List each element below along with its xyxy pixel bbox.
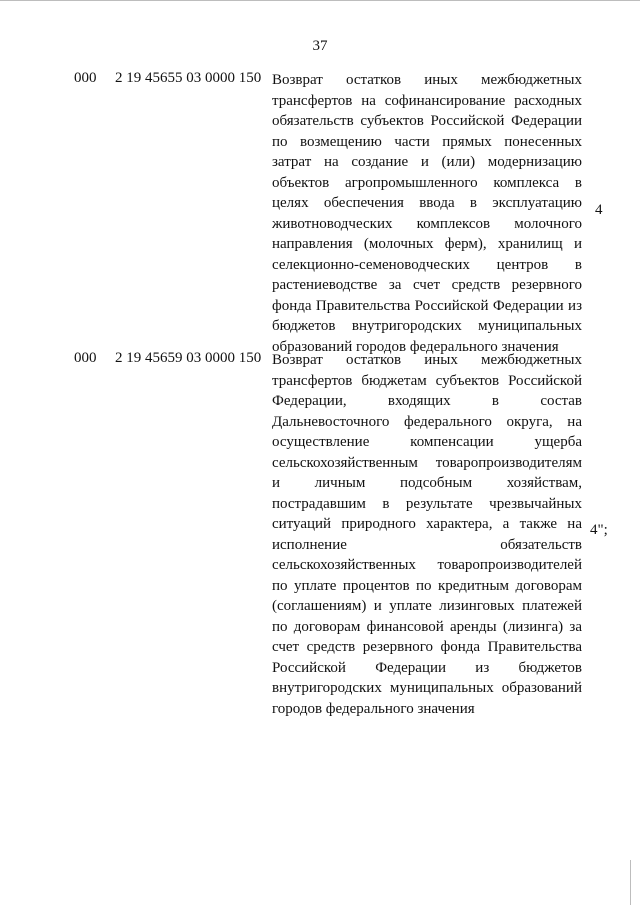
description-line: по возмещению части прямых понесенных xyxy=(272,133,582,150)
description-line: объектов агропромышленного комплекса в xyxy=(272,174,582,191)
budget-classification-code: 2 19 45655 03 0000 150 xyxy=(115,70,262,86)
admin-code: 000 xyxy=(74,350,97,366)
description-line: Возврат остатков иных межбюджетных xyxy=(272,352,582,368)
description-line: бюджетов внутригородских муниципальных xyxy=(272,318,582,334)
scan-edge-top xyxy=(0,0,640,1)
description-line: направления (молочных ферм), хранилищ и xyxy=(272,236,582,252)
description-line: исполнение обязательств xyxy=(272,536,582,553)
description-line: по уплате процентов по кредитным договорам xyxy=(272,577,582,594)
page-number: 37 xyxy=(312,38,328,54)
row-description xyxy=(272,350,582,719)
row-description xyxy=(272,70,582,357)
description-line: фонда Правительства Российской Федерации из xyxy=(272,297,582,314)
description-line: Возврат остатков иных межбюджетных xyxy=(272,72,582,88)
scan-edge-right xyxy=(630,860,631,905)
description-line: внутригородских муниципальных образований xyxy=(272,680,582,696)
description-line: сельскохозяйственным товаропроизводителям xyxy=(272,454,582,471)
description-line: трансфертов на софинансирование расходных xyxy=(272,92,582,109)
description-line: образований городов федерального значения xyxy=(272,338,559,355)
description-line: затрат на создание и (или) модернизацию xyxy=(272,154,582,170)
row-value: 4 xyxy=(595,202,603,218)
description-line: ситуаций природного характера, а также на xyxy=(272,516,582,532)
description-line: Дальневосточного федерального округа, на xyxy=(272,413,582,430)
budget-classification-code: 2 19 45659 03 0000 150 xyxy=(115,350,262,366)
description-line: сельскохозяйственных товаропроизводителей xyxy=(272,557,582,573)
admin-code: 000 xyxy=(74,70,97,86)
description-line: городов федерального значения xyxy=(272,700,475,717)
description-line: животноводческих комплексов молочного xyxy=(272,215,582,232)
description-line: и личным подсобным хозяйствам, xyxy=(272,475,582,491)
description-line: растениеводстве за счет средств резервного xyxy=(272,277,582,293)
description-line: трансфертов бюджетам субъектов Российской xyxy=(272,372,582,389)
description-line: пострадавшим в результате чрезвычайных xyxy=(272,495,582,512)
description-line: обязательств субъектов Российской Федерации xyxy=(272,113,582,129)
description-line: (соглашениям) и уплате лизинговых платежей xyxy=(272,598,582,614)
description-line: по договорам финансовой аренды (лизинга) за xyxy=(272,618,582,635)
description-line: счет средств резервного фонда Правительства xyxy=(272,639,582,655)
description-line: целях обеспечения ввода в эксплуатацию xyxy=(272,195,582,211)
description-line: осуществление компенсации ущерба xyxy=(272,434,582,450)
description-line: Российской Федерации из бюджетов xyxy=(272,659,582,676)
description-line: Федерации, входящих в состав xyxy=(272,393,582,409)
row-value: 4"; xyxy=(590,522,608,538)
description-line: селекционно-семеноводческих центров в xyxy=(272,256,582,273)
